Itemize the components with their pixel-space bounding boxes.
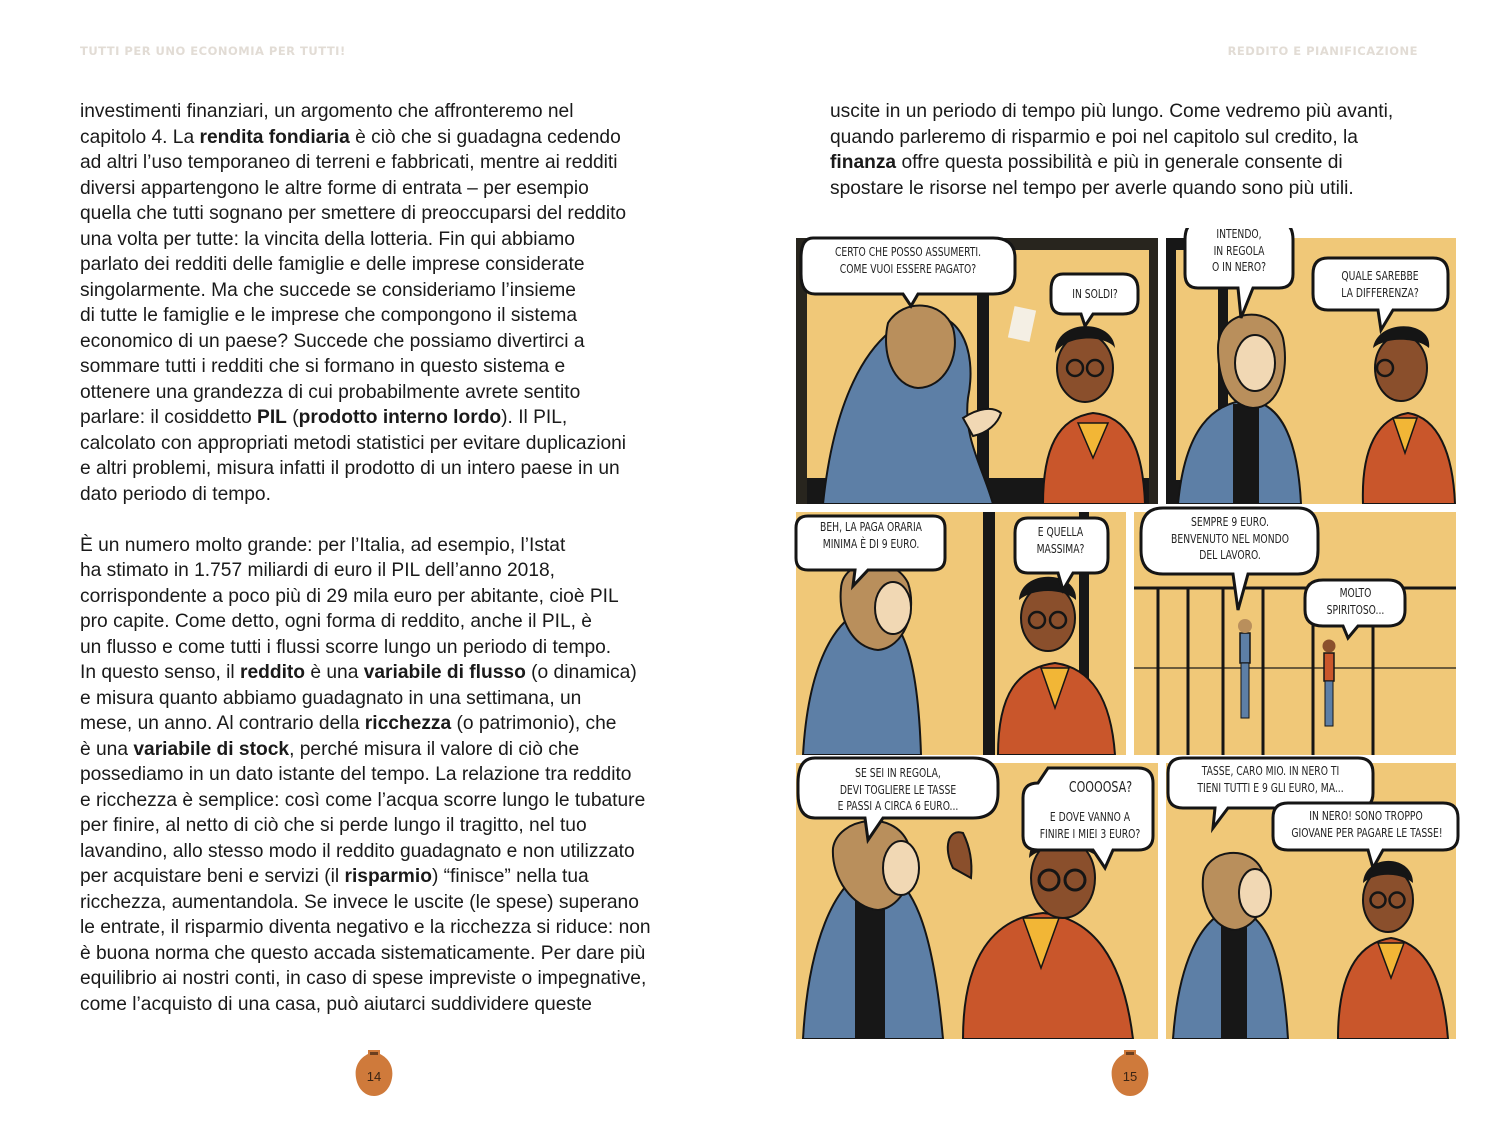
text-run: equilibrio ai nostri conti, in caso di spese impreviste o impegnative, [80,968,647,989]
text-run: capitolo 4. La [80,126,200,148]
balloon-line: CERTO CHE POSSO ASSUMERTI. [834,244,982,259]
text-run: mese, un anno. Al contrario della [80,713,365,734]
text-run: spostare le risorse nel tempo per averle quando sono più utili. [830,177,1354,199]
text-line [80,686,720,712]
balloon-line: BEH, LA PAGA ORARIA [820,519,922,534]
running-head-left: TUTTI PER UNO ECONOMIA PER TUTTI! [80,44,346,58]
running-head-right: REDDITO E PIANIFICAZIONE [1227,44,1418,58]
balloon-line: DEVI TOGLIERE LE TASSE [839,781,957,797]
text-run: economico di un paese? Succede che possiamo divertirci a [80,330,585,352]
text-line [80,482,720,508]
balloon-line: E DOVE VANNO A [1049,809,1131,824]
text-run: dato periodo di tempo. [80,483,271,505]
balloon-9-text [820,765,976,815]
text-line [80,227,720,253]
text-run: È un numero molto grande: per l’Italia, ad esempio, l’Istat [80,534,566,556]
text-run: ( [286,407,299,428]
text-run: ottenere una grandezza di cui probabilmente avrete sentito [80,381,581,403]
text-line [80,303,720,329]
text-run: sommare tutti i redditi che si formano in questo sistema e [80,356,566,377]
page-number-right [1110,1048,1150,1098]
text-line [830,125,1430,151]
bold-term: variabile di stock [133,738,290,760]
text-run: corrispondente a poco più di 29 mila euro per abitante, cioè PIL [80,585,619,607]
text-run: le entrate, il risparmio diventa negativo e la ricchezza si riduce: non [80,917,651,938]
text-run: come l’acquisto di una casa, può aiutarci suddividere queste [80,993,592,1015]
text-line [80,176,720,202]
balloon-line: E QUELLA [1037,524,1084,539]
text-run: parlare: il cosiddetto [80,407,258,428]
text-line [80,405,720,431]
text-line [80,584,720,610]
balloon-line: MOLTO [1339,585,1372,600]
text-run: , perché misura il valore di ciò che [289,738,580,760]
text-line [80,609,720,635]
page-number-left-text: 14 [366,1069,382,1084]
text-line [80,864,720,890]
balloon-13-text [1291,808,1443,841]
text-line [80,533,720,559]
balloon-line: COOOOSA? [1068,778,1133,796]
balloon-line: TIENI TUTTI E 9 GLI EURO, MA... [1197,779,1344,795]
balloon-10-text [1057,779,1143,796]
balloon-line: E PASSI A CIRCA 6 EURO... [837,798,959,813]
text-run: (o dinamica) [525,662,637,683]
text-run: pro capite. Come detto, ogni forma di reddito, anche il PIL, è [80,611,592,632]
balloon-3-text [1198,226,1280,276]
text-run: di tutte le famiglie e le imprese che compongono il sistema [80,305,577,326]
balloon-line: IN SOLDI? [1072,286,1118,301]
text-run: ) “finisce” nella tua [431,866,589,887]
text-run: possediamo in un dato istante del tempo. La relazione tra reddito [80,764,632,785]
text-run: singolarmente. Ma che succede se consideriamo l’insieme [80,279,576,301]
text-line [80,711,720,737]
balloon-line: BENVENUTO NEL MONDO [1171,530,1289,546]
text-run: calcolato con appropriati metodi statistici per evitare duplicazioni [80,432,627,454]
text-run: per finire, al netto di ciò che si perde lungo il tragitto, nel tuo [80,815,587,836]
balloon-2-text [1062,286,1128,303]
text-line [80,762,720,788]
text-run: è una [80,738,134,760]
text-run: quando parleremo di risparmio e poi nel capitolo sul credito, la [830,126,1358,148]
balloon-line: COME VUOI ESSERE PAGATO? [839,260,977,276]
balloon-line: SE SEI IN REGOLA, [855,765,941,780]
comic-artwork [793,228,1460,1040]
text-line [80,380,720,406]
text-line [80,201,720,227]
balloon-line: LA DIFFERENZA? [1341,284,1419,300]
text-run: è ciò che si guadagna cedendo [349,126,621,148]
left-page-body-text [80,99,720,1017]
text-run: e altri problemi, misura infatti il prodotto di un intero paese in un [80,458,620,479]
text-line [80,431,720,457]
balloon-6-text [1022,524,1100,557]
text-line [80,737,720,763]
text-line [830,176,1430,202]
text-line [80,99,720,125]
bold-term: risparmio [344,866,432,887]
text-run: In questo senso, il [80,662,240,683]
text-run: ha stimato in 1.757 miliardi di euro il PIL dell’anno 2018, [80,560,555,581]
bold-term: finanza [830,152,897,173]
text-line [80,839,720,865]
balloon-line: O IN NERO? [1211,259,1267,274]
bold-term: PIL [257,407,287,428]
balloon-line: FINIRE I MIEI 3 EURO? [1039,825,1141,841]
bold-term: ricchezza [364,713,452,734]
text-run: investimenti finanziari, un argomento che affronteremo nel [80,101,574,122]
text-line [80,354,720,380]
text-run: parlato dei redditi delle famiglie e delle imprese considerate [80,254,585,275]
text-line [80,125,720,151]
text-line [80,252,720,278]
text-run: offre questa possibilità e più in generale consente di [896,152,1343,173]
balloon-11-text [1029,809,1152,842]
text-line [80,813,720,839]
text-line [80,278,720,304]
text-line [80,788,720,814]
balloon-8-text [1317,585,1395,618]
text-run: e ricchezza è semplice: così come l’acqua scorre lungo le tubature [80,789,646,811]
bold-term: reddito [240,662,306,683]
balloon-line: IN REGOLA [1213,242,1265,258]
text-run: è buona norma che questo accada sistematicamente. Per dare più [80,942,646,964]
text-run: ricchezza, aumentandola. Se invece le uscite (le spese) superano [80,891,639,913]
paragraph-gap [80,507,720,533]
text-run: (o patrimonio), che [451,713,617,734]
right-page-body-text [830,99,1430,201]
text-run: è una [305,662,364,683]
text-run: un flusso e come tutti i flussi scorre lungo un periodo di tempo. [80,636,612,658]
text-line [80,992,720,1018]
text-run: per acquistare beni e servizi (il [80,866,345,887]
bold-term: variabile di flusso [363,662,526,683]
text-line [80,890,720,916]
text-line [80,456,720,482]
text-line [80,966,720,992]
page-number-left [354,1048,394,1098]
balloon-line: MASSIMA? [1036,540,1085,556]
text-line [80,558,720,584]
balloon-line: SPIRITOSO... [1326,601,1385,617]
text-line [830,99,1430,125]
balloon-1-text [826,244,990,277]
balloon-line: GIOVANE PER PAGARE LE TASSE! [1291,824,1443,840]
text-line [80,660,720,686]
comic-strip [793,228,1460,1040]
text-line [80,915,720,941]
balloon-12-text [1186,763,1354,796]
balloon-line: IN NERO! SONO TROPPO [1309,808,1423,823]
balloon-line: INTENDO, [1216,226,1262,241]
balloon-line: SEMPRE 9 EURO. [1191,514,1269,529]
text-line [80,150,720,176]
balloon-5-text [810,519,933,552]
balloon-7-text [1160,514,1299,564]
balloon-line: DEL LAVORO. [1199,547,1261,562]
text-run: e misura quanto abbiamo guadagnato in una settimana, un [80,687,582,709]
text-run: ). Il PIL, [501,407,568,428]
bold-term: rendita fondiaria [199,126,350,148]
text-run: quella che tutti sognano per smettere di preoccuparsi del reddito [80,203,627,224]
text-run: lavandino, allo stesso modo il reddito guadagnato e non utilizzato [80,840,635,862]
balloon-4-text [1327,268,1434,301]
bold-term: prodotto interno lordo [298,407,502,428]
page-number-right-text: 15 [1122,1069,1138,1084]
text-run: uscite in un periodo di tempo più lungo. Come vedremo più avanti, [830,101,1394,122]
text-run: una volta per tutte: la vincita della lotteria. Fin qui abbiamo [80,228,575,250]
text-line [80,635,720,661]
text-line [80,941,720,967]
text-run: diversi appartengono le altre forme di entrata – per esempio [80,177,589,199]
balloon-line: MINIMA È DI 9 EURO. [822,535,920,551]
text-line [80,329,720,355]
balloon-line: TASSE, CARO MIO. IN NERO TI [1201,763,1340,778]
text-line [830,150,1430,176]
balloon-line: QUALE SAREBBE [1341,268,1419,283]
text-run: ad altri l’uso temporaneo di terreni e fabbricati, mentre ai redditi [80,152,618,173]
